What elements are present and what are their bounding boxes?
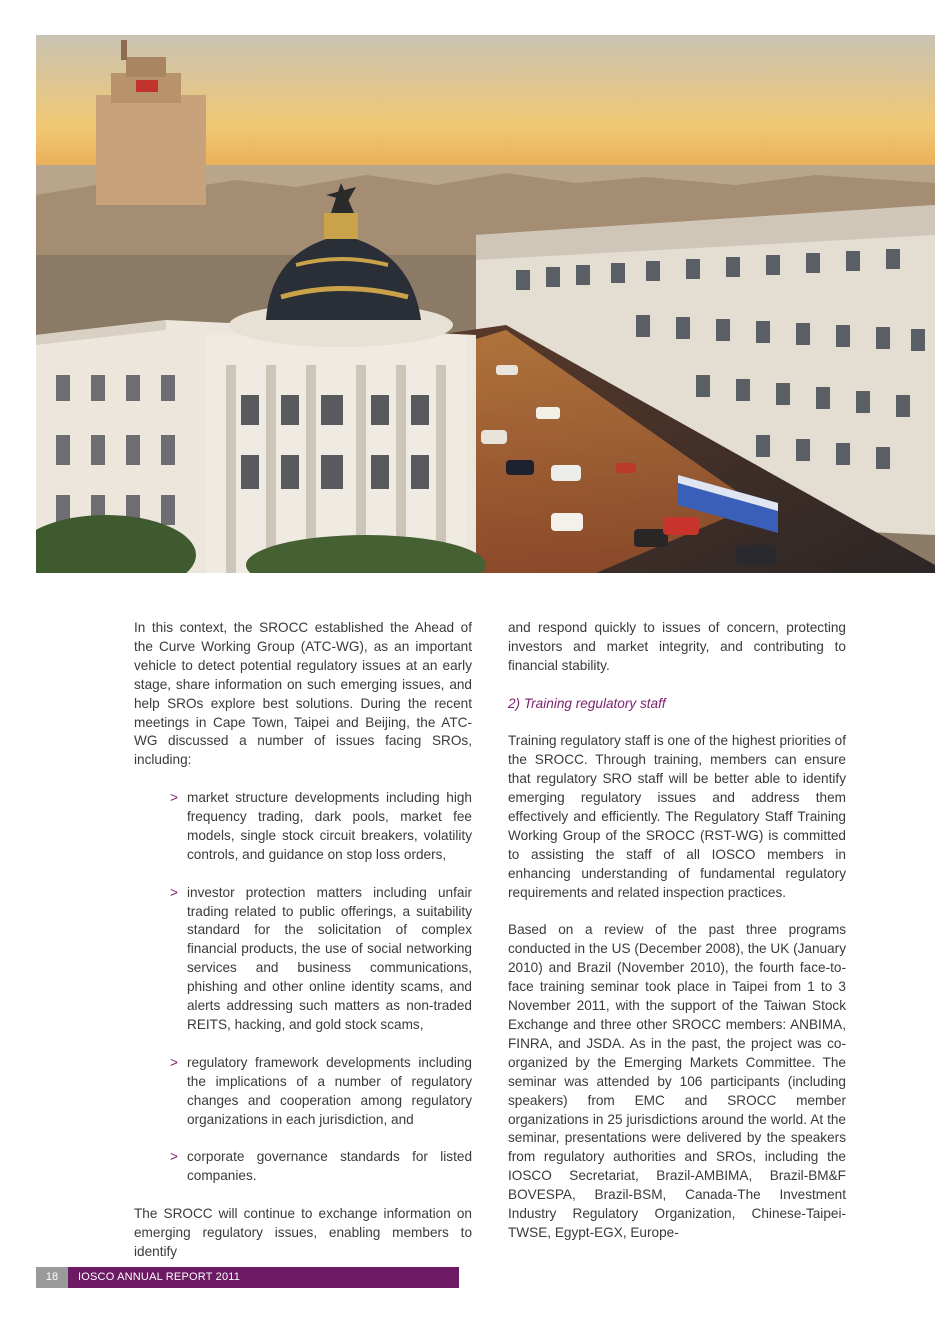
bullet-marker-icon: > bbox=[170, 1149, 178, 1165]
issues-bullet-list bbox=[134, 789, 472, 1186]
list-item: > investor protection matters including unfair trading related to public offerings, a suitability standard for the solicitation of complex financial products, the use of social networking services and business communications, phishing and other online identity scams, and alerts addressing such matters as non-traded REITS, hacking, and gold stock scams, bbox=[170, 884, 472, 1032]
bullet-marker-icon: > bbox=[170, 790, 178, 806]
list-item: > market structure developments including high frequency trading, dark pools, market fee models, single stock circuit breakers, volatility controls, and guidance on stop loss orders, bbox=[170, 790, 472, 862]
list-item: > corporate governance standards for listed companies. bbox=[170, 1149, 472, 1184]
page-number: 18 bbox=[36, 1267, 68, 1288]
cityscape-illustration bbox=[36, 35, 935, 573]
closing-paragraph: The SROCC will continue to exchange information on emerging regulatory issues, enabling members to identify bbox=[134, 1206, 472, 1259]
madrid-cityscape-photo bbox=[36, 35, 935, 573]
bullet-marker-icon: > bbox=[170, 884, 178, 900]
list-item: > regulatory framework developments including the implications of a number of regulatory changes and cooperation among regulatory organizations in each jurisdiction, and bbox=[170, 1054, 472, 1127]
bullet-marker-icon: > bbox=[170, 1054, 178, 1070]
left-column bbox=[134, 619, 472, 1281]
training-paragraph: Training regulatory staff is one of the highest priorities of the SROCC. Through training, members can ensure that regulatory SRO staff will be better able to identify emerging regulatory issues and address them effectively and efficiently. The Regulatory Staff Training Working Group of the SROCC (RST-WG) is committed to assisting the staff of all IOSCO members in enhancing understanding of fundamental regulatory requirements and related inspection practices. bbox=[508, 733, 846, 900]
report-title: IOSCO ANNUAL REPORT 2011 bbox=[68, 1267, 459, 1288]
page-footer bbox=[36, 1267, 459, 1288]
intro-paragraph: In this context, the SROCC established the Ahead of the Curve Working Group (ATC-WG), as an important vehicle to detect potential regulatory issues at an early stage, share information on such emerging issues, and help SROs explore best solutions. During the recent meetings in Cape Town, Taipei and Beijing, the ATC-WG discussed a number of issues facing SROs, including: bbox=[134, 620, 472, 768]
right-column bbox=[508, 619, 846, 1262]
continuation-paragraph: and respond quickly to issues of concern, protecting investors and market integrity, and contributing to financial stability. bbox=[508, 620, 846, 673]
seminar-paragraph: Based on a review of the past three programs conducted in the US (December 2008), the UK (January 2010) and Brazil (November 2010), the fourth face-to-face training seminar took place in Taipei from 1 to 3 November 2011, with the support of the Taiwan Stock Exchange and three other SROCC members: ANBIMA, FINRA, and JSDA. As in the past, the project was co-organized by the Emerging Markets Committee. The seminar was attended by 106 participants (including speakers) from EMC and SROCC member organizations in 25 jurisdictions around the world. At the seminar, presentations were delivered by the speakers from regulatory authorities and SROs, including the IOSCO Secretariat, Brazil-AMBIMA, Brazil-BM&F BOVESPA, Brazil-BSM, Canada-The Investment Industry Regulatory Organization, Chinese-Taipei-TWSE, Egypt-EGX, Europe- bbox=[508, 922, 846, 1240]
section-heading: 2) Training regulatory staff bbox=[508, 695, 666, 711]
